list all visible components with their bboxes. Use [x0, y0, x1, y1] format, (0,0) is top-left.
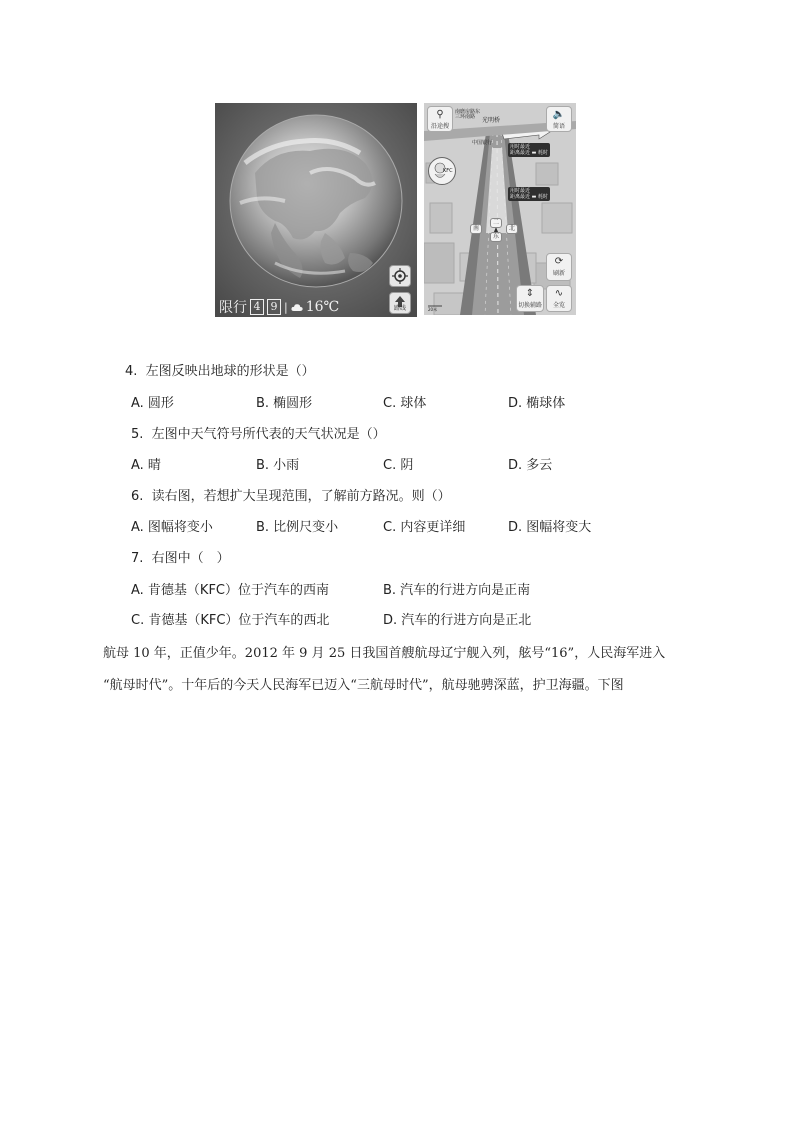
- q6-option-a: A. 图幅将变小: [131, 520, 213, 535]
- separator: |: [284, 300, 288, 314]
- globe-graphic: [215, 103, 417, 317]
- globe-figure: [215, 103, 417, 317]
- question-number: 4.: [125, 364, 138, 379]
- route-label: 路线: [393, 305, 406, 312]
- question-4-stem: [125, 363, 315, 381]
- question-number: 7.: [131, 551, 144, 566]
- tip-title: 用时最近: [510, 144, 531, 150]
- switch-label: 切换辅路: [517, 302, 542, 309]
- q6-option-c: C. 内容更详细: [383, 520, 466, 535]
- q4-option-a: A. 圆形: [131, 396, 174, 411]
- stop-label: 中国银行: [472, 140, 493, 146]
- q7-option-a: A. 肯德基（KFC）位于汽车的西南: [131, 583, 330, 598]
- nav-map-graphic: [424, 103, 576, 315]
- cloud-icon: [291, 303, 303, 312]
- q6-option-b: B. 比例尺变小: [256, 520, 339, 535]
- plate-digit: 4: [250, 299, 264, 315]
- tip-detail: 距离最近 ▬ 耗时: [510, 194, 548, 200]
- q7-option-d: D. 汽车的行进方向是正北: [383, 613, 532, 628]
- route-tip-1[interactable]: [508, 143, 550, 157]
- q7-option-b: B. 汽车的行进方向是正南: [383, 583, 531, 598]
- question-6-stem: [131, 488, 451, 506]
- voice-label: 简语: [552, 123, 565, 130]
- q4-option-c: C. 球体: [383, 396, 427, 411]
- side-road-icon: ⇕: [525, 288, 535, 299]
- voice-button[interactable]: [546, 106, 572, 132]
- route-tip-2[interactable]: [508, 187, 550, 201]
- overview-label: 全览: [552, 302, 565, 309]
- q4-option-b: B. 椭圆形: [256, 396, 313, 411]
- q5-option-c: C. 阴: [383, 458, 414, 473]
- compass-north: 北: [506, 224, 518, 234]
- search-label: 沿途搜: [430, 123, 449, 130]
- route-button[interactable]: [389, 292, 411, 314]
- bridge-label: 光明桥: [482, 117, 501, 124]
- refresh-button[interactable]: [546, 253, 572, 281]
- passage-line-2: “航母时代”。十年后的今天人民海军已迈入“三航母时代”，航母驰骋深蓝，护卫海疆。下图: [103, 678, 624, 693]
- route-overview-icon: ∿: [554, 288, 564, 299]
- question-text: 左图中天气符号所代表的天气状况是（）: [151, 427, 386, 442]
- q6-option-d: D. 图幅将变大: [508, 520, 592, 535]
- compass-mid: 二: [490, 218, 502, 228]
- traffic-restriction-row: [219, 298, 339, 316]
- q5-option-d: D. 多云: [508, 458, 553, 473]
- compass-east: 东: [490, 232, 502, 242]
- compass-south: 南: [470, 224, 482, 234]
- temperature: 16℃: [305, 299, 340, 315]
- scale-label: 20米: [428, 307, 438, 312]
- search-along-route-button[interactable]: [427, 106, 453, 132]
- speaker-icon: 🔈: [552, 109, 566, 120]
- passage-line-1: 航母 10 年，正值少年。2012 年 9 月 25 日我国首艘航母辽宁舰入列，舷号“16”，人民海军进入: [103, 646, 666, 661]
- tip-detail: 距离最近 ▬ 耗时: [510, 150, 548, 156]
- refresh-label: 刷新: [552, 270, 565, 277]
- overview-button[interactable]: [546, 285, 572, 312]
- locate-button[interactable]: [389, 265, 411, 287]
- tip-title: 用时最近: [510, 188, 531, 194]
- road-label-top: 南磨房路东三环南路: [455, 109, 481, 120]
- q5-option-b: B. 小雨: [256, 458, 300, 473]
- restriction-label: 限行: [219, 300, 247, 316]
- plate-digit: 9: [267, 299, 281, 315]
- kfc-label: KFC: [443, 168, 453, 174]
- refresh-icon: ⟳: [554, 256, 564, 267]
- navigation-figure: [424, 103, 576, 315]
- crosshair-icon: [390, 266, 410, 286]
- kfc-marker[interactable]: [428, 157, 456, 185]
- search-icon: ⚲: [436, 109, 444, 120]
- question-text: 读右图，若想扩大呈现范围，了解前方路况。则（）: [151, 489, 451, 504]
- question-number: 5.: [131, 427, 144, 442]
- q4-option-d: D. 椭球体: [508, 396, 566, 411]
- switch-side-road-button[interactable]: [516, 285, 544, 312]
- q5-option-a: A. 晴: [131, 458, 161, 473]
- question-text: 左图反映出地球的形状是（）: [145, 364, 315, 379]
- q7-option-c: C. 肯德基（KFC）位于汽车的西北: [131, 613, 330, 628]
- question-number: 6.: [131, 489, 144, 504]
- question-7-stem: [131, 550, 230, 568]
- question-text: 右图中（ ）: [151, 551, 230, 566]
- question-5-stem: [131, 426, 386, 444]
